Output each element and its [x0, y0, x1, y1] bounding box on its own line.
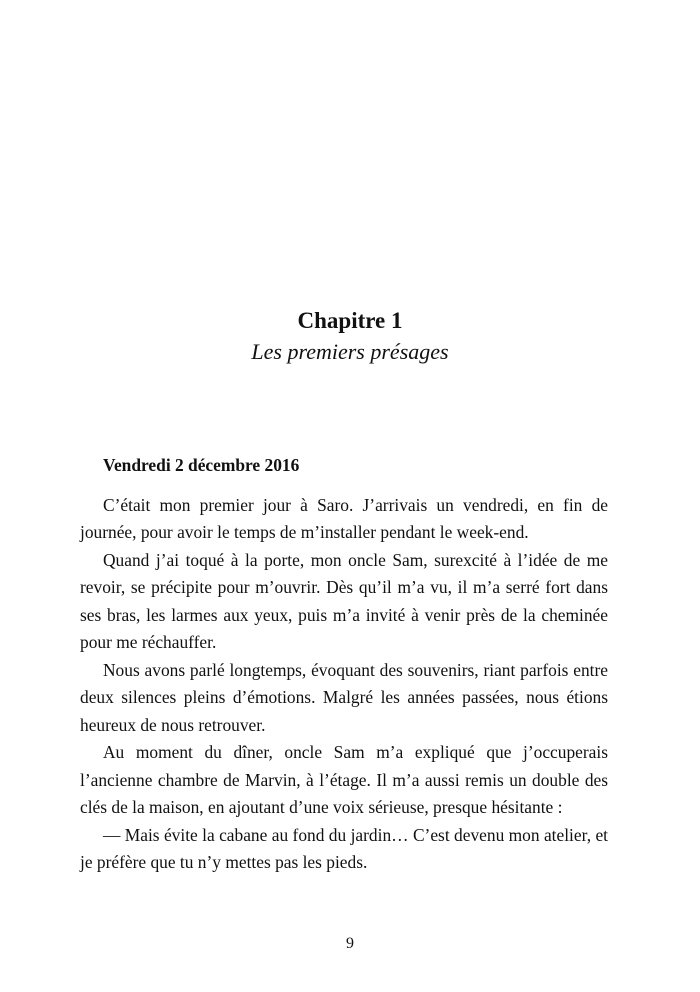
page-number: 9	[346, 935, 354, 952]
chapter-subtitle: Les premiers présages	[251, 339, 449, 364]
paragraph: Quand j’ai toqué à la porte, mon oncle Sam, surexcité à l’idée de me revoir, se précipite pour m’ouvrir. Dès qu’il m’a vu, il m’a serré fort dans ses bras, les larmes aux yeux, puis m’a invité à venir près de la cheminée pour me réchauffer.	[80, 549, 608, 652]
paragraph: — Mais évite la cabane au fond du jardin… C’est devenu mon atelier, et je préfère que tu n’y mettes pas les pieds.	[80, 824, 608, 872]
paragraph: C’était mon premier jour à Saro. J’arrivais un vendredi, en fin de journée, pour avoir le temps de m’installer pendant le week-end.	[80, 494, 608, 542]
date-heading: Vendredi 2 décembre 2016	[103, 455, 300, 475]
paragraph: Nous avons parlé longtemps, évoquant des souvenirs, riant parfois entre deux silences pleins d’émotions. Malgré les années passées, nous étions heureux de nous retrouver.	[80, 659, 608, 735]
chapter-title: Chapitre 1	[297, 308, 403, 333]
chapter-heading	[0, 306, 700, 368]
paragraph: Au moment du dîner, oncle Sam m’a expliqué que j’occuperais l’ancienne chambre de Marvin, à l’étage. Il m’a aussi remis un double des clés de la maison, en ajoutant d’une voix sérieuse, presque hésitante :	[80, 742, 608, 817]
body-text	[80, 452, 608, 877]
